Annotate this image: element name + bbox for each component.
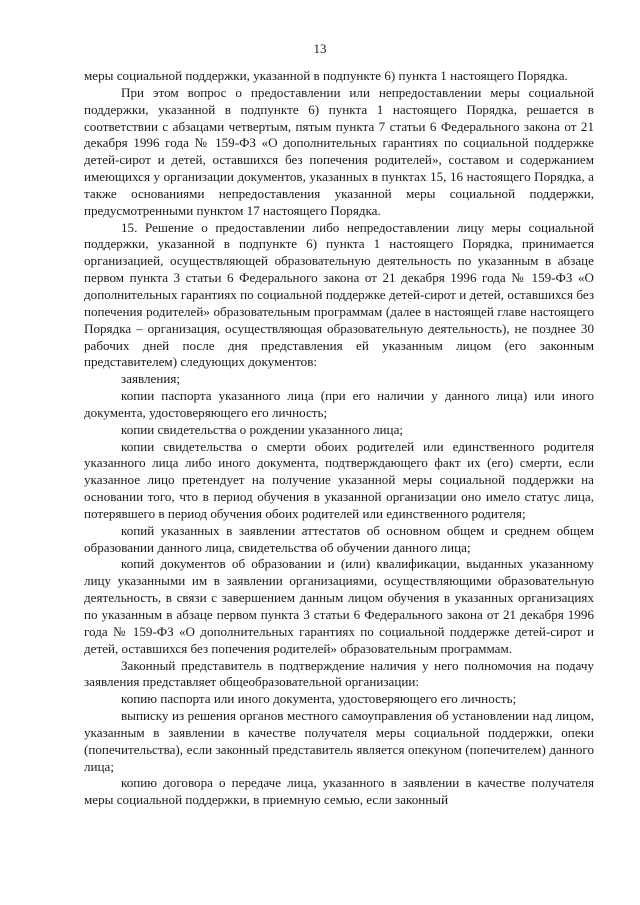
paragraph-section-15: 15. Решение о предоставлении либо непредоставлении лицу меры социальной поддержки, указанной в подпункте 6) пункта 1 настоящего Порядка, принимается организацией, осуществляющей образовательную деятельность по указанным в абзаце первом пункта 3 статьи 6 Федерального закона от 21 декабря 1996 года № 159-ФЗ «О дополнительных гарантиях по социальной поддержке детей-сирот и детей, оставшихся без попечения родителей» образовательным программам (далее в настоящей главе настоящего Порядка – организация, осуществляющая образовательную деятельность), не позднее 30 рабочих дней после дня представления ей указанным лицом (его законным представителем) следующих документов: [84, 219, 594, 370]
list-item: копии свидетельства о смерти обоих родителей или единственного родителя указанного лица либо иного документа, подтверждающего факт их (его) смерти, если указанное лицо претендует на получение указанной меры социальной поддержки на основании того, что в период обучения в указанной организации оно имело статус лица, потерявшего в период обучения обоих родителей или единственного родителя; [84, 438, 594, 521]
page-number: 13 [313, 41, 327, 56]
list-item: копий указанных в заявлении аттестатов об основном общем и среднем общем образовании данного лица, свидетельства об обучении данного лица; [84, 522, 594, 555]
list-item: копии паспорта указанного лица (при его наличии у данного лица) или иного документа, удостоверяющего его личность; [84, 388, 594, 420]
list-item: выписку из решения органов местного самоуправления об установлении над лицом, указанным в заявлении в качестве получателя меры социальной поддержки, опеки (попечительства), если законный представитель является опекуном (попечителем) данного лица; [84, 708, 594, 774]
list-item: заявления; [121, 371, 181, 387]
list-item: копии свидетельства о рождении указанного лица; [121, 421, 404, 437]
list-item: копию паспорта или иного документа, удостоверяющего его личность; [121, 691, 517, 707]
list-item: копий документов об образовании и (или) квалификации, выданных указанному лицу указанными им в заявлении организациями, осуществляющими образовательную деятельность, в связи с завершением данным лицом обучения в указанных организациях по указанным в абзаце первом пункта 3 статьи 6 Федерального закона от 21 декабря 1996 года № 159-ФЗ «О дополнительных гарантиях по социальной поддержке детей-сирот и детей, оставшихся без попечения родителей» образовательным программам. [84, 556, 594, 656]
paragraph: При этом вопрос о предоставлении или непредоставлении меры социальной поддержки, указанной в подпункте 6) пункта 1 настоящего Порядка, решается в соответствии с абзацами четвертым, пятым пункта 7 статьи 6 Федерального закона от 21 декабря 1996 года № 159-ФЗ «О дополнительных гарантиях по социальной поддержке детей-сирот и детей, оставшихся без попечения родителей», составом и содержанием имеющихся у организации документов, указанных в пунктах 15, 16 настоящего Порядка, а также основаниями непредоставления указанной меры социальной поддержки, предусмотренными пунктом 17 настоящего Порядка. [84, 84, 594, 218]
paragraph: Законный представитель в подтверждение наличия у него полномочия на подачу заявления представляет общеобразовательной организации: [84, 657, 594, 690]
paragraph-continuation: меры социальной поддержки, указанной в подпункте 6) пункта 1 настоящего Порядка. [84, 68, 568, 83]
document-body [84, 68, 594, 809]
list-item: копию договора о передаче лица, указанного в заявлении в качестве получателя меры социальной поддержки, в приемную семью, если законный [84, 775, 594, 808]
